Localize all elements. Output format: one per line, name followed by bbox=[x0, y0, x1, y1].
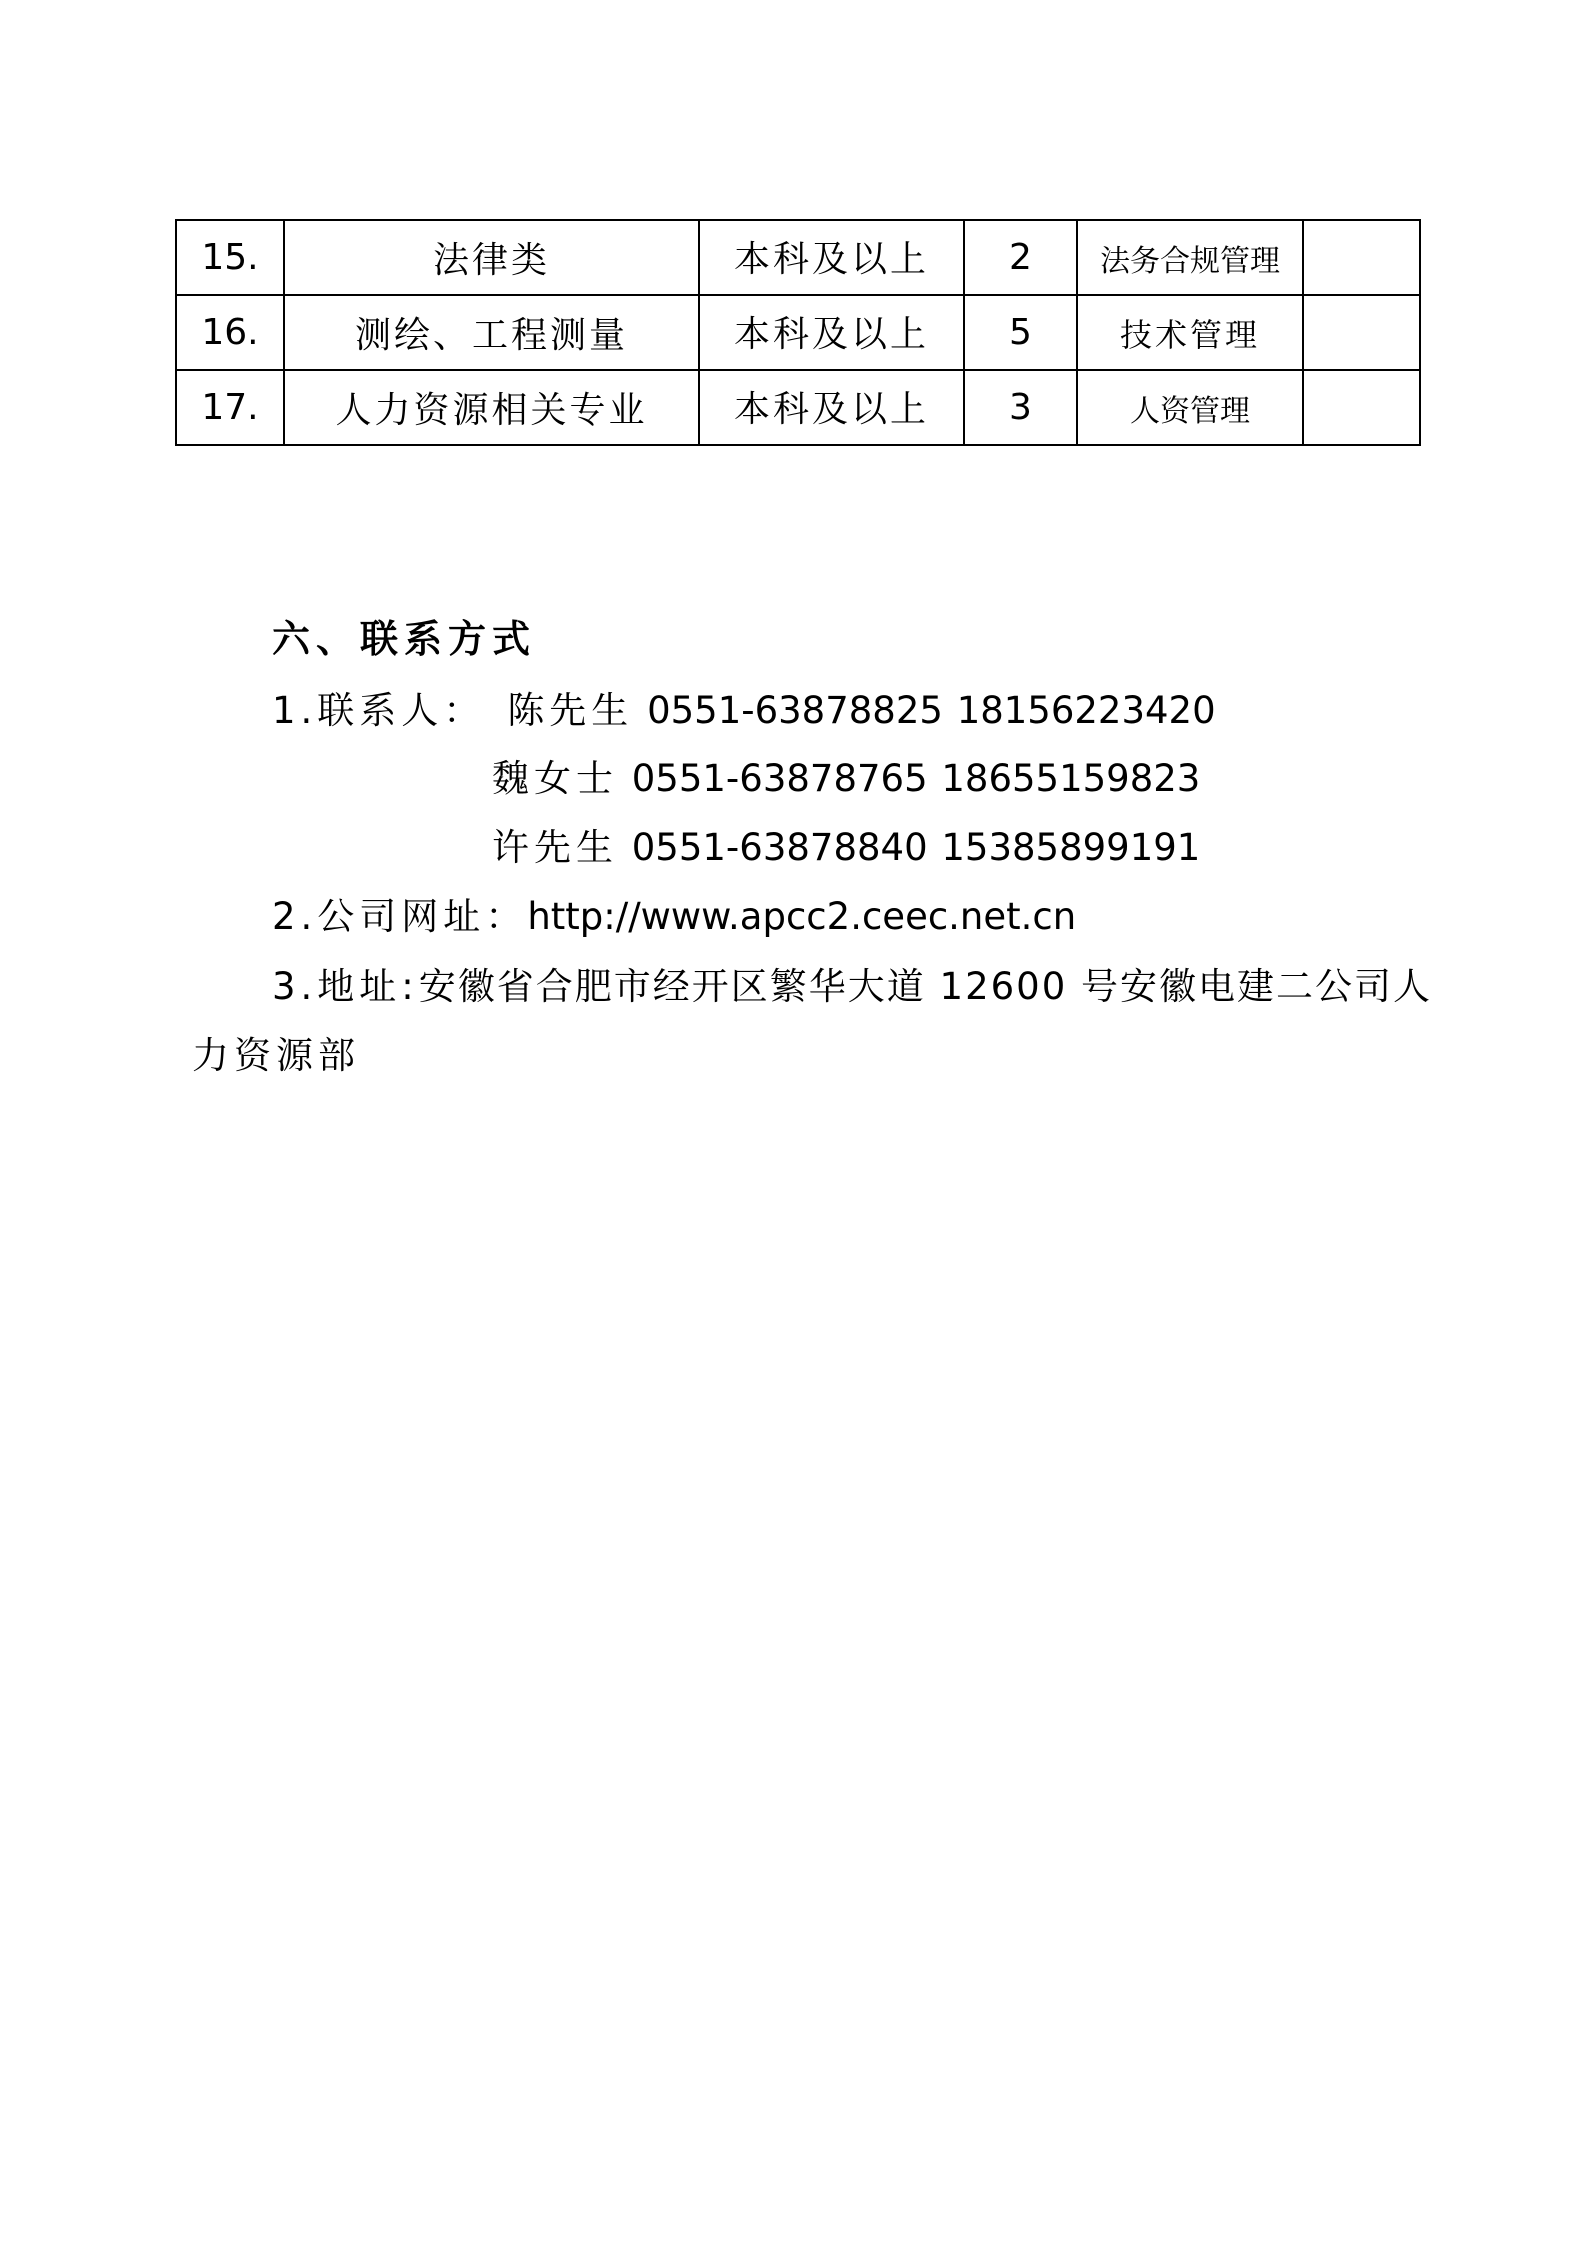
contact-mobile: 15385899191 bbox=[941, 826, 1201, 869]
major-cell: 测绘、工程测量 bbox=[284, 295, 699, 370]
post-cell: 技术管理 bbox=[1077, 295, 1303, 370]
contact-person-line-1 bbox=[272, 680, 1216, 734]
row-number: 15. bbox=[176, 220, 284, 295]
table-row bbox=[176, 295, 1420, 370]
contact-name: 许先生 bbox=[492, 826, 618, 869]
contact-phone: 0551-63878765 bbox=[631, 757, 928, 800]
positions-table bbox=[175, 219, 1421, 446]
count-cell: 3 bbox=[964, 370, 1077, 445]
contact-name: 魏女士 bbox=[492, 757, 618, 800]
note-cell bbox=[1303, 220, 1420, 295]
contact-section-title: 六、联系方式 bbox=[272, 616, 537, 661]
note-cell bbox=[1303, 370, 1420, 445]
website-line bbox=[272, 886, 1076, 940]
count-cell: 2 bbox=[964, 220, 1077, 295]
major-cell: 法律类 bbox=[284, 220, 699, 295]
post-cell: 法务合规管理 bbox=[1077, 220, 1303, 295]
address-text: 安徽省合肥市经开区繁华大道 12600 号安徽电建二公司人 bbox=[418, 965, 1433, 1008]
education-cell: 本科及以上 bbox=[699, 295, 964, 370]
contact-mobile: 18156223420 bbox=[956, 689, 1216, 732]
table-row bbox=[176, 370, 1420, 445]
website-label: 2.公司网址： bbox=[272, 895, 528, 938]
contact-people-label: 1.联系人： bbox=[272, 689, 486, 732]
row-number: 16. bbox=[176, 295, 284, 370]
education-cell: 本科及以上 bbox=[699, 370, 964, 445]
note-cell bbox=[1303, 295, 1420, 370]
count-cell: 5 bbox=[964, 295, 1077, 370]
address-line-1 bbox=[272, 956, 1432, 1010]
post-cell: 人资管理 bbox=[1077, 370, 1303, 445]
contact-person-line-2 bbox=[492, 748, 1200, 802]
website-link[interactable]: http://www.apcc2.ceec.net.cn bbox=[527, 895, 1077, 938]
address-line-2 bbox=[192, 1025, 360, 1079]
row-number: 17. bbox=[176, 370, 284, 445]
address-label: 3.地址: bbox=[272, 965, 419, 1008]
contact-phone: 0551-63878840 bbox=[631, 826, 928, 869]
contact-name: 陈先生 bbox=[507, 689, 634, 732]
major-cell: 人力资源相关专业 bbox=[284, 370, 699, 445]
contact-phone: 0551-63878825 bbox=[647, 689, 943, 732]
address-text-continued: 力资源部 bbox=[192, 1034, 360, 1077]
table-row bbox=[176, 220, 1420, 295]
education-cell: 本科及以上 bbox=[699, 220, 964, 295]
contact-person-line-3 bbox=[492, 817, 1200, 871]
contact-mobile: 18655159823 bbox=[941, 757, 1201, 800]
